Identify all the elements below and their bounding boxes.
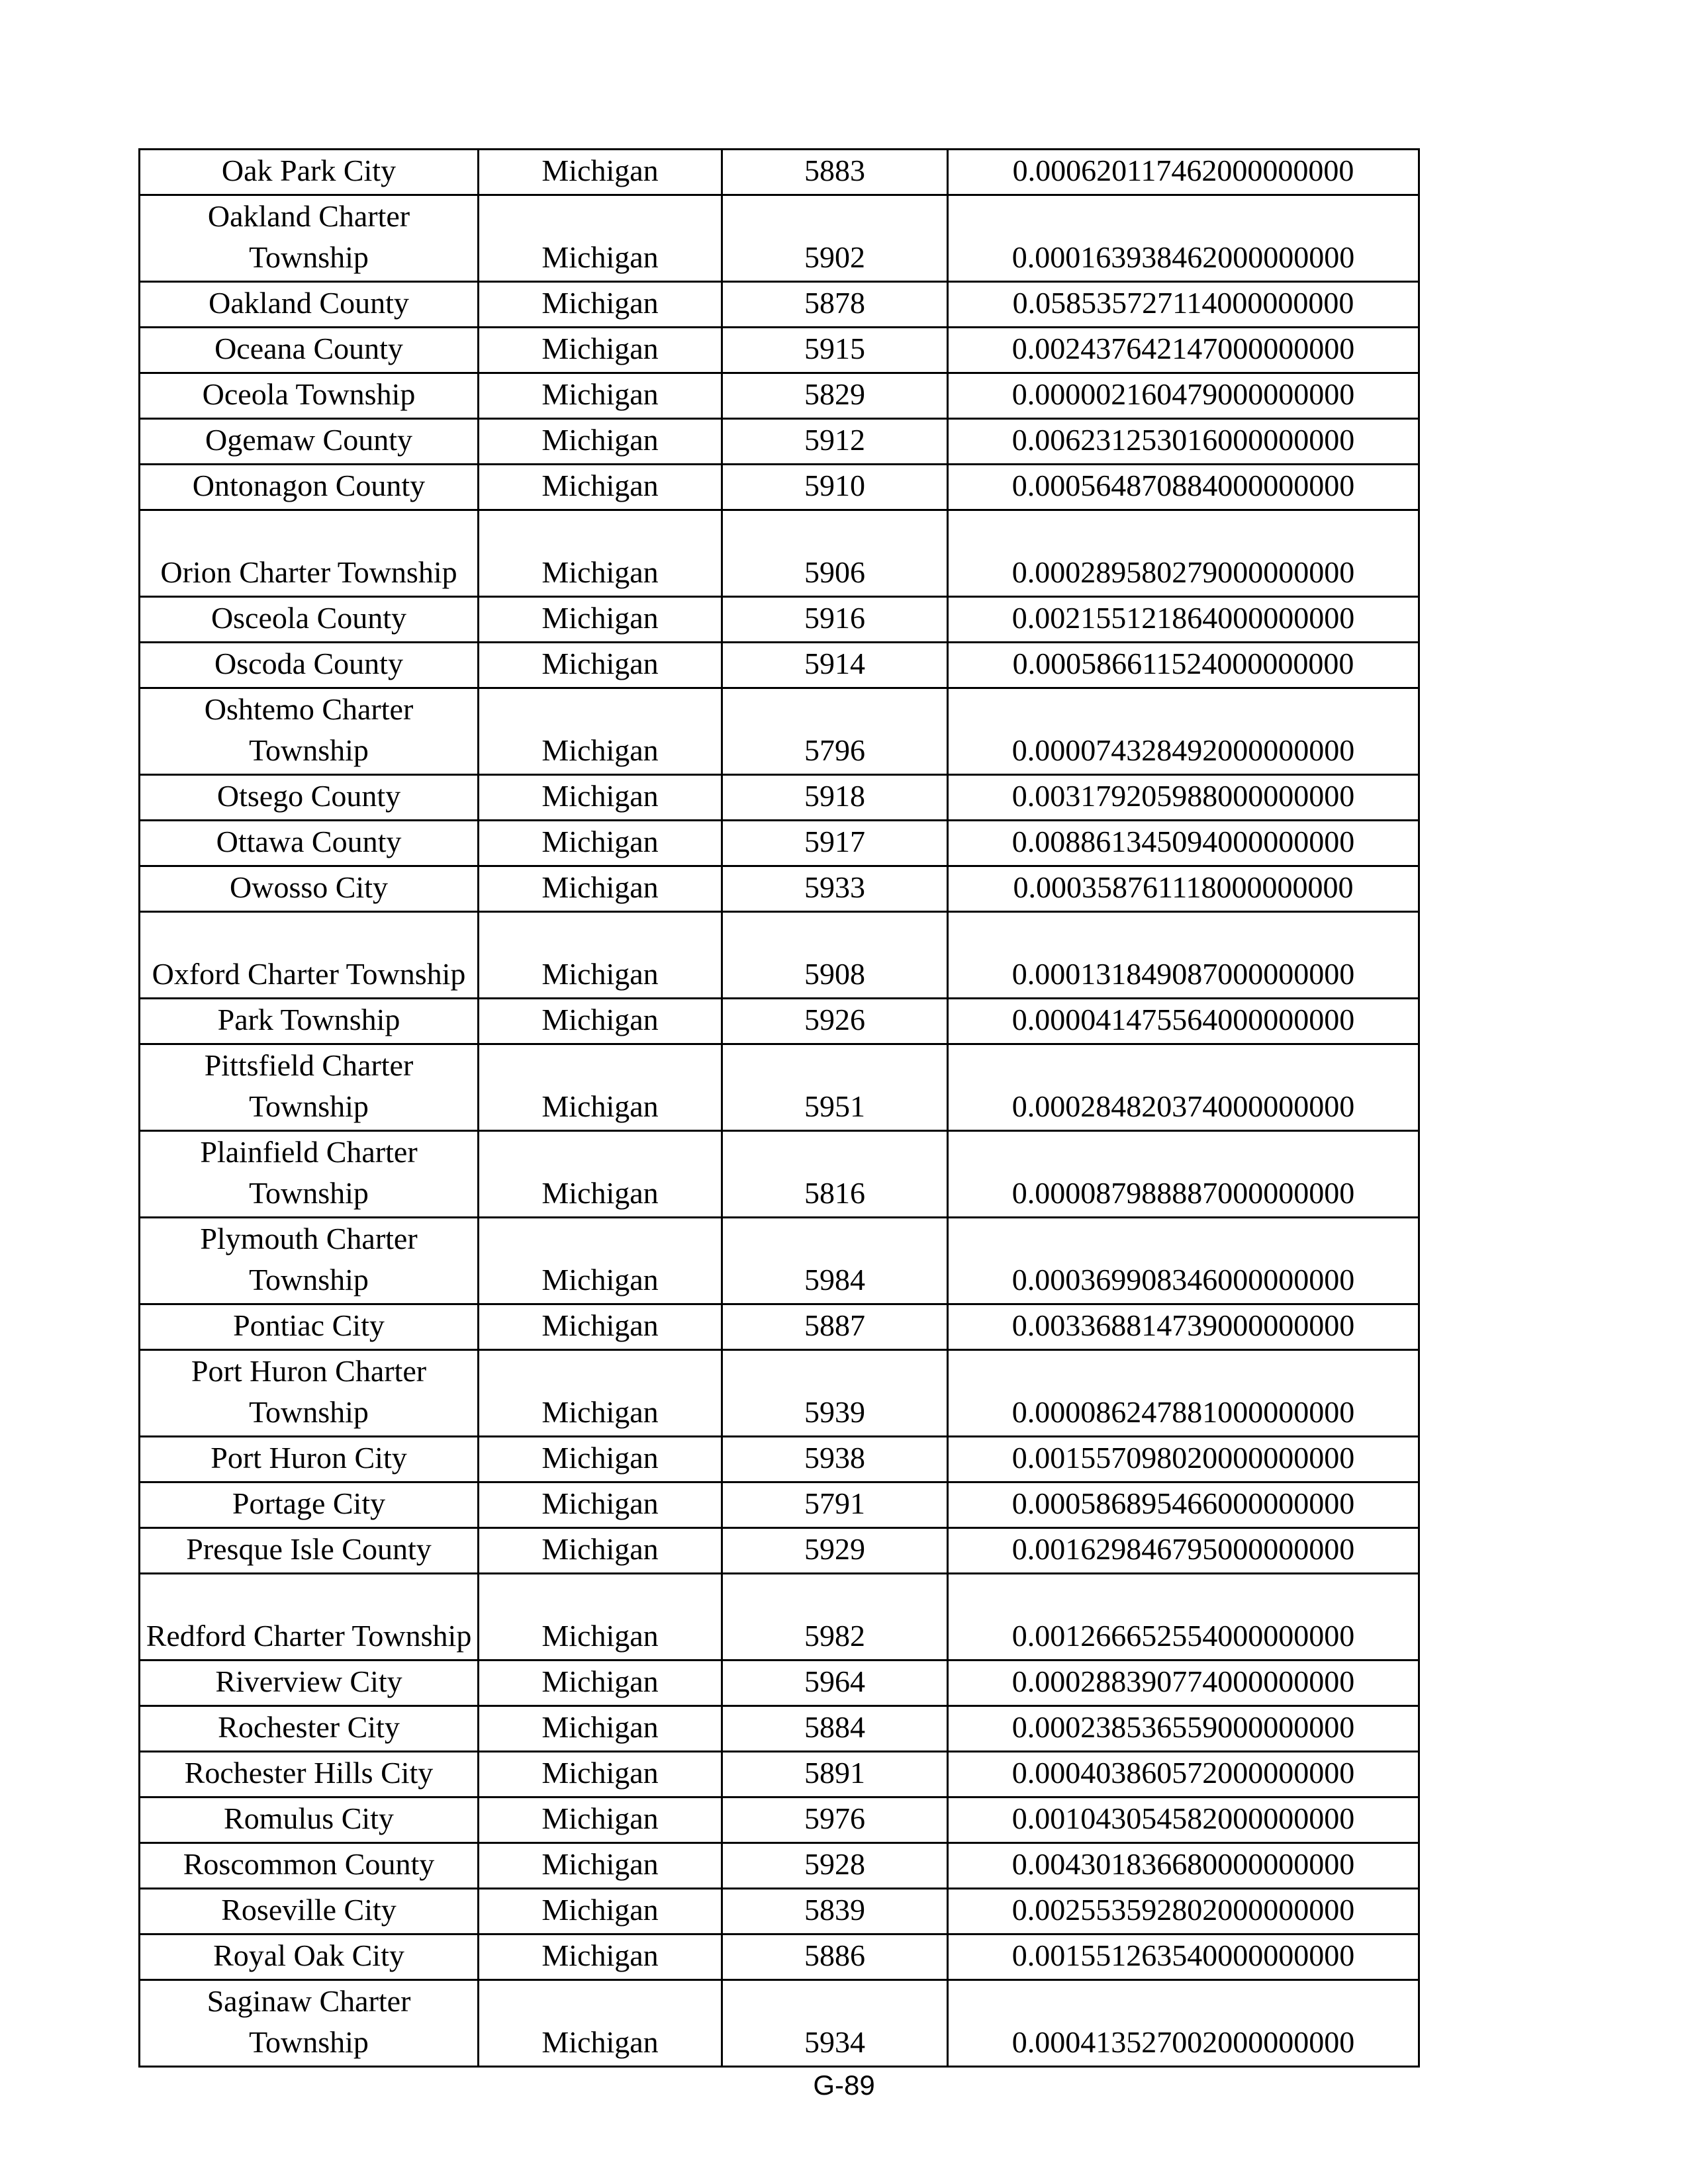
name-cell: Port Huron Charter Township <box>140 1350 479 1437</box>
table-row <box>140 282 1419 328</box>
table-row <box>140 1528 1419 1574</box>
state-cell: Michigan <box>479 1218 722 1304</box>
id-cell: 5916 <box>722 597 948 643</box>
table-row <box>140 1980 1419 2067</box>
table-row <box>140 775 1419 821</box>
table-row <box>140 1437 1419 1482</box>
name-cell: Oakland Charter Township <box>140 195 479 282</box>
id-cell: 5839 <box>722 1889 948 1934</box>
value-cell: 0.000358761118000000000 <box>948 866 1419 912</box>
value-cell: 0.000284820374000000000 <box>948 1044 1419 1131</box>
id-cell: 5915 <box>722 328 948 373</box>
name-cell: Owosso City <box>140 866 479 912</box>
allocation-table <box>138 148 1420 2068</box>
state-cell: Michigan <box>479 1304 722 1350</box>
value-cell: 0.003368814739000000000 <box>948 1304 1419 1350</box>
id-cell: 5791 <box>722 1482 948 1528</box>
table-row <box>140 1797 1419 1843</box>
name-cell: Oshtemo Charter Township <box>140 688 479 775</box>
id-cell: 5887 <box>722 1304 948 1350</box>
name-cell: Presque Isle County <box>140 1528 479 1574</box>
table-row <box>140 1218 1419 1304</box>
table-row <box>140 1889 1419 1934</box>
value-cell: 0.000002160479000000000 <box>948 373 1419 419</box>
name-cell: Ottawa County <box>140 821 479 866</box>
name-cell: Redford Charter Township <box>140 1574 479 1661</box>
value-cell: 0.000369908346000000000 <box>948 1218 1419 1304</box>
id-cell: 5908 <box>722 912 948 999</box>
value-cell: 0.000288390774000000000 <box>948 1661 1419 1706</box>
state-cell: Michigan <box>479 1706 722 1752</box>
table-row <box>140 328 1419 373</box>
value-cell: 0.000586895466000000000 <box>948 1482 1419 1528</box>
state-cell: Michigan <box>479 999 722 1044</box>
value-cell: 0.000087988887000000000 <box>948 1131 1419 1218</box>
name-cell: Pontiac City <box>140 1304 479 1350</box>
value-cell: 0.000289580279000000000 <box>948 510 1419 597</box>
id-cell: 5902 <box>722 195 948 282</box>
name-cell: Royal Oak City <box>140 1934 479 1980</box>
table-row <box>140 510 1419 597</box>
table-row <box>140 1661 1419 1706</box>
id-cell: 5910 <box>722 465 948 510</box>
state-cell: Michigan <box>479 866 722 912</box>
id-cell: 5939 <box>722 1350 948 1437</box>
name-cell: Rochester Hills City <box>140 1752 479 1797</box>
id-cell: 5929 <box>722 1528 948 1574</box>
state-cell: Michigan <box>479 775 722 821</box>
name-cell: Oceola Township <box>140 373 479 419</box>
value-cell: 0.008861345094000000000 <box>948 821 1419 866</box>
table-row <box>140 912 1419 999</box>
id-cell: 5976 <box>722 1797 948 1843</box>
table-row <box>140 1934 1419 1980</box>
name-cell: Ontonagon County <box>140 465 479 510</box>
value-cell: 0.000074328492000000000 <box>948 688 1419 775</box>
name-cell: Ogemaw County <box>140 419 479 465</box>
table-row <box>140 999 1419 1044</box>
table-row <box>140 1706 1419 1752</box>
value-cell: 0.000131849087000000000 <box>948 912 1419 999</box>
name-cell: Park Township <box>140 999 479 1044</box>
id-cell: 5914 <box>722 643 948 688</box>
name-cell: Riverview City <box>140 1661 479 1706</box>
state-cell: Michigan <box>479 1528 722 1574</box>
id-cell: 5796 <box>722 688 948 775</box>
id-cell: 5928 <box>722 1843 948 1889</box>
value-cell: 0.002437642147000000000 <box>948 328 1419 373</box>
state-cell: Michigan <box>479 1797 722 1843</box>
value-cell: 0.000413527002000000000 <box>948 1980 1419 2067</box>
table-row <box>140 150 1419 195</box>
state-cell: Michigan <box>479 912 722 999</box>
state-cell: Michigan <box>479 465 722 510</box>
table-row <box>140 688 1419 775</box>
value-cell: 0.003179205988000000000 <box>948 775 1419 821</box>
state-cell: Michigan <box>479 643 722 688</box>
id-cell: 5884 <box>722 1706 948 1752</box>
id-cell: 5984 <box>722 1218 948 1304</box>
table-row <box>140 465 1419 510</box>
table-row <box>140 1131 1419 1218</box>
state-cell: Michigan <box>479 373 722 419</box>
id-cell: 5951 <box>722 1044 948 1131</box>
value-cell: 0.000238536559000000000 <box>948 1706 1419 1752</box>
table-row <box>140 1304 1419 1350</box>
value-cell: 0.000586611524000000000 <box>948 643 1419 688</box>
name-cell: Oceana County <box>140 328 479 373</box>
state-cell: Michigan <box>479 597 722 643</box>
name-cell: Rochester City <box>140 1706 479 1752</box>
value-cell: 0.006231253016000000000 <box>948 419 1419 465</box>
state-cell: Michigan <box>479 150 722 195</box>
table-row <box>140 419 1419 465</box>
value-cell: 0.001266652554000000000 <box>948 1574 1419 1661</box>
id-cell: 5906 <box>722 510 948 597</box>
name-cell: Oak Park City <box>140 150 479 195</box>
name-cell: Oakland County <box>140 282 479 328</box>
value-cell: 0.001551263540000000000 <box>948 1934 1419 1980</box>
value-cell: 0.000403860572000000000 <box>948 1752 1419 1797</box>
table-row <box>140 597 1419 643</box>
value-cell: 0.001629846795000000000 <box>948 1528 1419 1574</box>
state-cell: Michigan <box>479 1843 722 1889</box>
id-cell: 5964 <box>722 1661 948 1706</box>
state-cell: Michigan <box>479 1934 722 1980</box>
table-row <box>140 821 1419 866</box>
table-row <box>140 866 1419 912</box>
id-cell: 5816 <box>722 1131 948 1218</box>
value-cell: 0.002553592802000000000 <box>948 1889 1419 1934</box>
id-cell: 5933 <box>722 866 948 912</box>
table-row <box>140 373 1419 419</box>
id-cell: 5912 <box>722 419 948 465</box>
table-row <box>140 195 1419 282</box>
name-cell: Otsego County <box>140 775 479 821</box>
state-cell: Michigan <box>479 688 722 775</box>
value-cell: 0.000620117462000000000 <box>948 150 1419 195</box>
name-cell: Plainfield Charter Township <box>140 1131 479 1218</box>
name-cell: Saginaw Charter Township <box>140 1980 479 2067</box>
state-cell: Michigan <box>479 821 722 866</box>
value-cell: 0.058535727114000000000 <box>948 282 1419 328</box>
table-row <box>140 1574 1419 1661</box>
value-cell: 0.004301836680000000000 <box>948 1843 1419 1889</box>
value-cell: 0.000564870884000000000 <box>948 465 1419 510</box>
id-cell: 5926 <box>722 999 948 1044</box>
state-cell: Michigan <box>479 1574 722 1661</box>
id-cell: 5886 <box>722 1934 948 1980</box>
state-cell: Michigan <box>479 1044 722 1131</box>
state-cell: Michigan <box>479 1437 722 1482</box>
id-cell: 5917 <box>722 821 948 866</box>
table-row <box>140 1752 1419 1797</box>
name-cell: Orion Charter Township <box>140 510 479 597</box>
name-cell: Roseville City <box>140 1889 479 1934</box>
name-cell: Plymouth Charter Township <box>140 1218 479 1304</box>
table-row <box>140 1843 1419 1889</box>
table-row <box>140 1482 1419 1528</box>
id-cell: 5934 <box>722 1980 948 2067</box>
state-cell: Michigan <box>479 1661 722 1706</box>
id-cell: 5883 <box>722 150 948 195</box>
value-cell: 0.001557098020000000000 <box>948 1437 1419 1482</box>
state-cell: Michigan <box>479 1131 722 1218</box>
state-cell: Michigan <box>479 1980 722 2067</box>
state-cell: Michigan <box>479 1482 722 1528</box>
id-cell: 5891 <box>722 1752 948 1797</box>
name-cell: Roscommon County <box>140 1843 479 1889</box>
state-cell: Michigan <box>479 282 722 328</box>
table-row <box>140 1350 1419 1437</box>
value-cell: 0.000041475564000000000 <box>948 999 1419 1044</box>
state-cell: Michigan <box>479 1752 722 1797</box>
table-row <box>140 643 1419 688</box>
table-row <box>140 1044 1419 1131</box>
name-cell: Osceola County <box>140 597 479 643</box>
state-cell: Michigan <box>479 510 722 597</box>
id-cell: 5878 <box>722 282 948 328</box>
name-cell: Romulus City <box>140 1797 479 1843</box>
id-cell: 5918 <box>722 775 948 821</box>
value-cell: 0.000086247881000000000 <box>948 1350 1419 1437</box>
id-cell: 5938 <box>722 1437 948 1482</box>
state-cell: Michigan <box>479 195 722 282</box>
state-cell: Michigan <box>479 1350 722 1437</box>
page-number: G-89 <box>813 2070 875 2101</box>
name-cell: Port Huron City <box>140 1437 479 1482</box>
name-cell: Pittsfield Charter Township <box>140 1044 479 1131</box>
value-cell: 0.000163938462000000000 <box>948 195 1419 282</box>
state-cell: Michigan <box>479 1889 722 1934</box>
id-cell: 5982 <box>722 1574 948 1661</box>
name-cell: Portage City <box>140 1482 479 1528</box>
name-cell: Oxford Charter Township <box>140 912 479 999</box>
value-cell: 0.002155121864000000000 <box>948 597 1419 643</box>
name-cell: Oscoda County <box>140 643 479 688</box>
state-cell: Michigan <box>479 328 722 373</box>
id-cell: 5829 <box>722 373 948 419</box>
value-cell: 0.001043054582000000000 <box>948 1797 1419 1843</box>
state-cell: Michigan <box>479 419 722 465</box>
